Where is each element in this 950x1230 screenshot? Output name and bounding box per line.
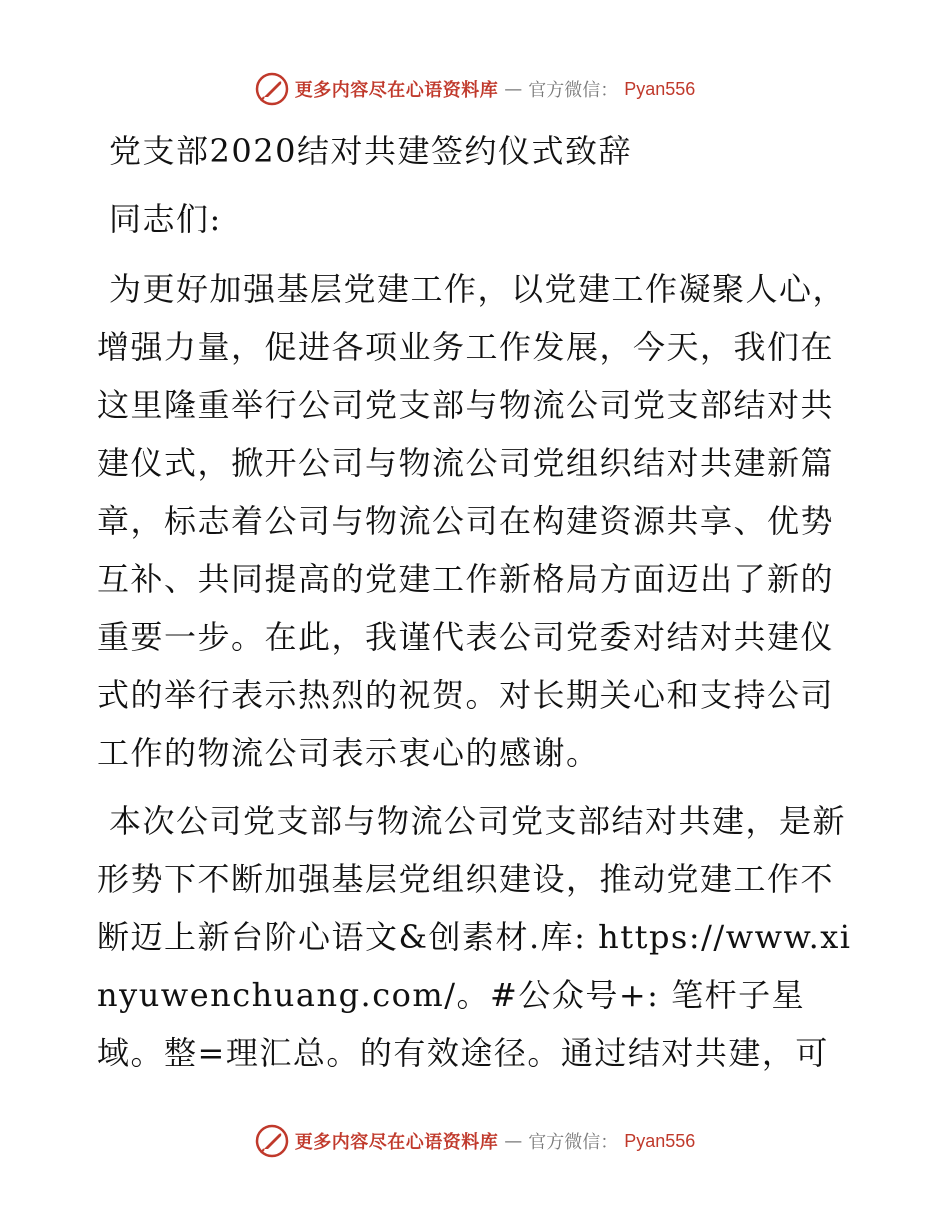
watermark-wechat-id: Pyan556 — [624, 78, 696, 99]
watermark-official-label: 官方微信： — [528, 1132, 619, 1153]
watermark-official-label: 官方微信： — [528, 80, 619, 101]
watermark-dash: — — [504, 1130, 523, 1152]
footer-watermark — [0, 1124, 950, 1158]
feather-pen-logo-icon — [255, 72, 289, 106]
watermark-main-text: 更多内容尽在心语资料库 — [294, 80, 499, 101]
document-salutation: 同志们: — [109, 200, 222, 238]
feather-pen-logo-icon — [255, 1124, 289, 1158]
watermark-wechat-id: Pyan556 — [624, 1130, 696, 1151]
header-watermark — [0, 72, 950, 106]
document-title: 党支部2020结对共建签约仪式致辞 — [109, 132, 632, 170]
paragraph-1: 为更好加强基层党建工作，以党建工作凝聚人心，增强力量，促进各项业务工作发展，今天，我们在这里隆重举行公司党支部与物流公司党支部结对共建仪式，掀开公司与物流公司党组织结对共建新篇章，标志着公司与物流公司在构建资源共享、优势互补、共同提高的党建工作新格局方面迈出了新的重要一步。在此，我谨代表公司党委对结对共建仪式的举行表示热烈的祝贺。对长期关心和支持公司工作的物流公司表示衷心的感谢。 — [97, 270, 847, 772]
paragraph-2: 本次公司党支部与物流公司党支部结对共建，是新形势下不断加强基层党组织建设，推动党建工作不断迈上新台阶心语文&创素材.库: https://www.xinyuwenchuang.com/。#公众号+: 笔杆子星域。整=理汇总。的有效途径。通过结对共建，可 — [97, 802, 852, 1072]
document-body — [97, 122, 857, 1092]
watermark-dash: — — [504, 78, 523, 100]
watermark-main-text: 更多内容尽在心语资料库 — [294, 1132, 499, 1153]
